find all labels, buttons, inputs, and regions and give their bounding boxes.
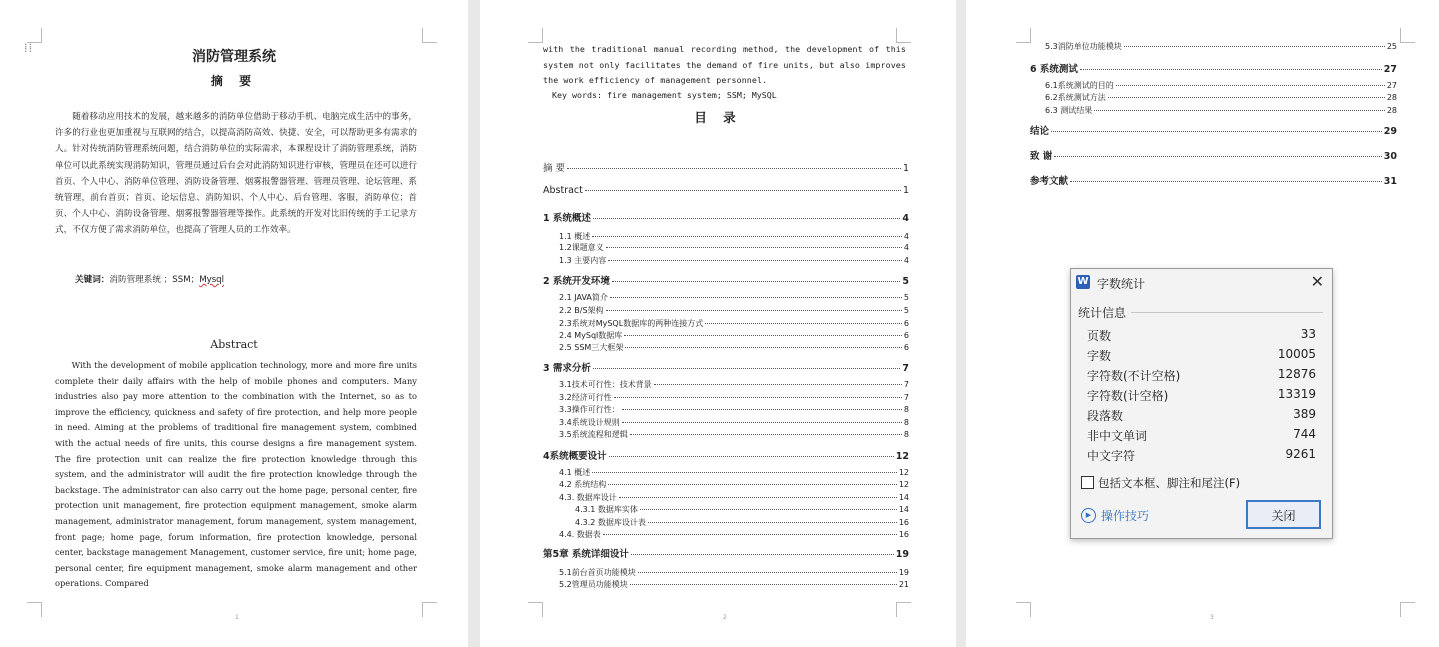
toc-entry[interactable]	[559, 479, 909, 490]
toc-entry-page: 30	[1383, 151, 1397, 162]
toc-entry[interactable]	[559, 492, 909, 503]
toc-entry-title: 5.1前台首页功能模块	[559, 568, 636, 577]
stat-row	[1087, 387, 1316, 404]
keywords-line	[75, 273, 224, 285]
page-corner-mark	[27, 602, 42, 617]
toc-entry[interactable]	[1030, 61, 1397, 75]
toc-entry[interactable]	[543, 160, 909, 174]
toc-entry[interactable]	[575, 517, 909, 528]
toc-dot-leader	[592, 236, 902, 237]
tips-link[interactable]	[1081, 507, 1149, 524]
word-app-icon: W	[1077, 276, 1089, 287]
toc-entry-page: 12	[895, 451, 909, 462]
toc-entry-page: 19	[895, 549, 909, 560]
toc-entry-title: 第5章 系统详细设计	[543, 549, 629, 560]
toc-entry[interactable]	[559, 392, 909, 403]
toc-entry-page: 16	[898, 530, 909, 539]
page-corner-mark	[896, 28, 911, 43]
stat-label: 字符数(不计空格)	[1087, 369, 1181, 383]
toc-dot-leader	[614, 397, 902, 398]
toc-entry-title: 5.3消防单位功能模块	[1045, 42, 1122, 51]
toc-entry[interactable]	[559, 318, 909, 329]
keywords-text: 消防管理系统 ；SSM；	[109, 275, 200, 285]
toc-dot-leader	[593, 218, 900, 219]
close-button[interactable]: 关闭	[1246, 500, 1321, 529]
toc-entry-title: 2.5 SSM三大框架	[559, 343, 624, 352]
toc-entry[interactable]	[559, 342, 909, 353]
toc-dot-leader	[630, 584, 897, 585]
toc-entry-title: 3.2经济可行性	[559, 393, 612, 402]
drag-handle-icon[interactable]: ⁞⁞	[24, 41, 34, 56]
toc-entry[interactable]	[559, 429, 909, 440]
page-corner-mark	[1016, 602, 1031, 617]
toc-entry[interactable]	[559, 467, 909, 478]
toc-entry[interactable]	[1030, 173, 1397, 187]
toc-entry-title: 6.2系统测试方法	[1045, 93, 1106, 102]
word-count-dialog	[1070, 268, 1333, 539]
play-icon: ▶	[1081, 508, 1096, 523]
toc-dot-leader	[612, 281, 900, 282]
toc-dot-leader	[631, 554, 894, 555]
toc-entry[interactable]	[1030, 123, 1397, 137]
toc-entry[interactable]	[1045, 105, 1397, 116]
toc-dot-leader	[622, 409, 902, 410]
toc-dot-leader	[1116, 85, 1385, 86]
stat-label: 字符数(计空格)	[1087, 389, 1169, 403]
abstract-english-continued: with the traditional manual recording method, the development of this system not only facilitates the demand of fire units, but also improves the work efficiency of management personnel.	[543, 44, 906, 86]
section-divider	[1131, 312, 1323, 313]
toc-entry[interactable]	[559, 255, 909, 266]
stat-value: 10005	[1277, 347, 1316, 361]
toc-entry[interactable]	[543, 273, 909, 287]
toc-entry[interactable]	[559, 404, 909, 415]
stat-value: 13319	[1277, 387, 1316, 401]
toc-entry[interactable]	[559, 242, 909, 253]
abstract-english-heading: Abstract	[210, 338, 258, 351]
toc-entry-title: 致 谢	[1030, 151, 1053, 162]
page-corner-mark	[528, 602, 543, 617]
keywords-mysql: Mysql	[199, 275, 225, 285]
page-corner-mark	[1400, 602, 1415, 617]
toc-entry-page: 6	[903, 331, 909, 340]
document-page-1	[0, 0, 468, 647]
toc-entry-page: 12	[898, 480, 909, 489]
toc-entry-page: 1	[902, 185, 909, 196]
toc-dot-leader	[622, 422, 902, 423]
toc-entry[interactable]	[543, 448, 909, 462]
toc-entry[interactable]	[1030, 148, 1397, 162]
toc-entry-page: 7	[902, 363, 909, 374]
page-corner-mark	[528, 28, 543, 43]
stat-row	[1087, 447, 1316, 464]
page-number: 1	[235, 614, 239, 621]
toc-dot-leader	[606, 247, 902, 248]
toc-entry-page: 31	[1383, 176, 1397, 187]
toc-entry-title: 4.3.2 数据库设计表	[575, 518, 646, 527]
toc-entry-title: 2.2 B/S架构	[559, 306, 604, 315]
stat-label: 非中文单词	[1087, 429, 1148, 443]
page-number: 2	[723, 614, 727, 621]
toc-entry-page: 12	[898, 468, 909, 477]
stat-label: 段落数	[1087, 409, 1124, 423]
toc-entry-page: 6	[903, 319, 909, 328]
toc-entry-page: 1	[902, 163, 909, 174]
toc-entry[interactable]	[559, 567, 909, 578]
toc-entry-page: 6	[903, 343, 909, 352]
document-title: 消防管理系统	[192, 49, 276, 65]
toc-entry-page: 27	[1386, 81, 1397, 90]
toc-entry[interactable]	[575, 504, 909, 515]
toc-entry-title: 4.3. 数据库设计	[559, 493, 617, 502]
toc-entry[interactable]	[559, 231, 909, 242]
toc-entry-title: 4系统概要设计	[543, 451, 607, 462]
toc-dot-leader	[1054, 156, 1381, 157]
toc-entry-page: 7	[903, 380, 909, 389]
dialog-title: 字数统计	[1097, 277, 1146, 291]
page-corner-mark	[1400, 28, 1415, 43]
toc-entry-page: 21	[898, 580, 909, 589]
close-icon[interactable]: ✕	[1310, 272, 1324, 291]
keywords-label: 关键词：	[75, 275, 110, 285]
include-textboxes-checkbox[interactable]	[1081, 476, 1094, 489]
toc-entry-title: 6.3 测试结果	[1045, 106, 1093, 115]
toc-entry[interactable]	[559, 379, 909, 390]
toc-entry-page: 29	[1383, 126, 1397, 137]
toc-entry-page: 5	[902, 276, 909, 287]
toc-dot-leader	[619, 497, 897, 498]
toc-entry[interactable]	[1045, 41, 1397, 52]
toc-entry-title: 4.4. 数据表	[559, 530, 601, 539]
toc-entry-title: 1 系统概述	[543, 213, 591, 224]
stat-row	[1087, 327, 1316, 344]
toc-entry-title: 4.2 系统结构	[559, 480, 607, 489]
toc-entry-title: 5.2管理员功能模块	[559, 580, 628, 589]
toc-dot-leader	[624, 335, 902, 336]
toc-entry-title: 1.1 概述	[559, 232, 591, 241]
toc-dot-leader	[1108, 97, 1385, 98]
toc-entry-title: Abstract	[543, 185, 583, 196]
toc-dot-leader	[1051, 131, 1382, 132]
abstract-english: With the development of mobile application technology, more and more fire units complete their daily affairs with the help of mobile phones and computers. Many industries also pay more attention to the combination with the Internet, so as to improve the efficiency, quickness and safety of fire protection, and help more people in need. Aiming at the problems of traditional fire management system, combined with the actual needs of fire units, this course designs a fire management system. The fire protection unit can realize the fire protection knowledge through this system, and the administrator will audit the fire protection knowledge through the backstage. The administrator can also carry out the home page, personal center, fire protection unit management, fire protection equipment management, smoke alarm management, administrator management, forum management, system management, front page; home page, forum information, fire protection knowledge, personal center, backstage management Management, customer service, fire unit; home page, personal center, fire equipment management, smoke alarm management and other operations. Compared	[55, 360, 417, 589]
toc-entry-title: 6.1系统测试的目的	[1045, 81, 1114, 90]
page-corner-mark	[422, 28, 437, 43]
stat-label: 页数	[1087, 329, 1112, 343]
toc-dot-leader	[608, 260, 902, 261]
stat-label: 中文字符	[1087, 449, 1136, 463]
stat-value: 33	[1300, 327, 1316, 341]
toc-dot-leader	[638, 572, 897, 573]
stat-row	[1087, 407, 1316, 424]
toc-dot-leader	[1094, 110, 1385, 111]
abstract-chinese: 随着移动应用技术的发展，越来越多的消防单位借助于移动手机、电脑完成生活中的事务，许多的行业也更加重视与互联网的结合，以提高消防高效、快捷、安全，可以帮助更多有需求的人。针对传统消防管理系统问题，结合消防单位的实际需求，本课程设计了消防管理系统，消防单位可以此系统实现消防知识，管理员通过后台会对此消防知识进行审核，管理员在还可以进行首页、个人中心、消防单位管理、消防设备管理、烟雾报警器管理、管理员管理、论坛管理、系统管理，前台首页；首页、论坛信息、消防知识、个人中心、后台管理、客服，消防单位；首页、个人中心、消防设备管理、烟雾报警器管理等操作。此系统的开发对比旧传统的手工记录方式，不仅方便了需求消防单位，也提高了管理人员的工作效率。	[55, 112, 417, 236]
toc-entry-page: 8	[903, 418, 909, 427]
toc-dot-leader	[609, 456, 894, 457]
toc-entry[interactable]	[559, 330, 909, 341]
toc-entry[interactable]	[1045, 80, 1397, 91]
toc-entry-page: 8	[903, 405, 909, 414]
toc-entry-page: 4	[903, 243, 909, 252]
toc-entry-page: 16	[898, 518, 909, 527]
toc-entry-title: 4.1 概述	[559, 468, 591, 477]
stat-value: 9261	[1285, 447, 1316, 461]
toc-entry-page: 4	[903, 256, 909, 265]
toc-dot-leader	[608, 484, 897, 485]
toc-entry-page: 27	[1383, 64, 1397, 75]
toc-dot-leader	[1124, 46, 1385, 47]
toc-entry[interactable]	[559, 305, 909, 316]
toc-entry[interactable]	[543, 360, 909, 374]
toc-entry-page: 5	[903, 306, 909, 315]
toc-entry-page: 8	[903, 430, 909, 439]
toc-entry-page: 14	[898, 493, 909, 502]
toc-heading: 目 录	[694, 110, 742, 125]
stat-row	[1087, 367, 1316, 384]
toc-entry[interactable]	[543, 210, 909, 224]
toc-dot-leader	[585, 190, 901, 191]
toc-entry[interactable]	[559, 529, 909, 540]
keywords-english: Key words: fire management system; SSM; MySQL	[552, 90, 777, 100]
toc-dot-leader	[630, 434, 902, 435]
stat-row	[1087, 427, 1316, 444]
toc-dot-leader	[592, 472, 897, 473]
toc-entry-title: 3.3操作可行性：	[559, 405, 620, 414]
toc-entry-title: 1.2课题意义	[559, 243, 604, 252]
toc-dot-leader	[567, 168, 901, 169]
toc-entry-page: 4	[902, 213, 909, 224]
toc-entry[interactable]	[559, 579, 909, 590]
toc-entry-title: 结论	[1030, 126, 1050, 137]
toc-entry-page: 28	[1386, 106, 1397, 115]
toc-entry-title: 3 需求分析	[543, 363, 591, 374]
toc-dot-leader	[603, 534, 897, 535]
dialog-title-bar[interactable]	[1071, 269, 1332, 297]
toc-entry-title: 1.3 主要内容	[559, 256, 607, 265]
page-number: 3	[1210, 614, 1214, 621]
toc-dot-leader	[640, 509, 897, 510]
toc-dot-leader	[1070, 181, 1382, 182]
page-corner-mark	[1016, 28, 1031, 43]
toc-dot-leader	[610, 297, 902, 298]
toc-entry-page: 25	[1386, 42, 1397, 51]
toc-entry[interactable]	[559, 417, 909, 428]
page-corner-mark	[896, 602, 911, 617]
toc-entry-page: 5	[903, 293, 909, 302]
toc-entry[interactable]	[543, 185, 909, 196]
abstract-heading: 摘 要	[210, 74, 258, 88]
toc-entry-title: 参考文献	[1030, 176, 1069, 187]
include-textboxes-label[interactable]: 包括文本框、脚注和尾注(F)	[1098, 476, 1241, 490]
toc-entry-title: 2.1 JAVA简介	[559, 293, 608, 302]
toc-entry-title: 2.3系统对MySQL数据库的两种连接方式	[559, 319, 704, 328]
stats-section-label: 统计信息	[1078, 306, 1127, 320]
toc-dot-leader	[705, 323, 902, 324]
toc-entry-title: 3.5系统流程和逻辑	[559, 430, 628, 439]
toc-dot-leader	[654, 384, 902, 385]
toc-entry[interactable]	[543, 546, 909, 560]
toc-entry-page: 28	[1386, 93, 1397, 102]
toc-entry-page: 14	[898, 505, 909, 514]
toc-entry-title: 6 系统测试	[1030, 64, 1078, 75]
stat-value: 744	[1293, 427, 1316, 441]
toc-entry-title: 摘 要	[543, 163, 566, 174]
toc-entry-page: 7	[903, 393, 909, 402]
toc-dot-leader	[606, 310, 902, 311]
toc-entry-title: 2 系统开发环境	[543, 276, 610, 287]
stat-row	[1087, 347, 1316, 364]
toc-entry-title: 2.4 MySql数据库	[559, 331, 623, 340]
toc-dot-leader	[1080, 69, 1382, 70]
stat-label: 字数	[1087, 349, 1112, 363]
toc-dot-leader	[593, 368, 900, 369]
toc-entry-page: 19	[898, 568, 909, 577]
page-corner-mark	[422, 602, 437, 617]
stat-value: 389	[1293, 407, 1316, 421]
stat-value: 12876	[1277, 367, 1316, 381]
tips-label[interactable]: 操作技巧	[1101, 509, 1150, 523]
toc-entry[interactable]	[1045, 92, 1397, 103]
toc-entry-title: 3.4系统设计规则	[559, 418, 620, 427]
toc-dot-leader	[648, 522, 897, 523]
toc-entry-title: 3.1技术可行性：技术背景	[559, 380, 652, 389]
toc-entry-page: 4	[903, 232, 909, 241]
toc-dot-leader	[625, 347, 902, 348]
toc-entry[interactable]	[559, 292, 909, 303]
toc-entry-title: 4.3.1 数据库实体	[575, 505, 638, 514]
